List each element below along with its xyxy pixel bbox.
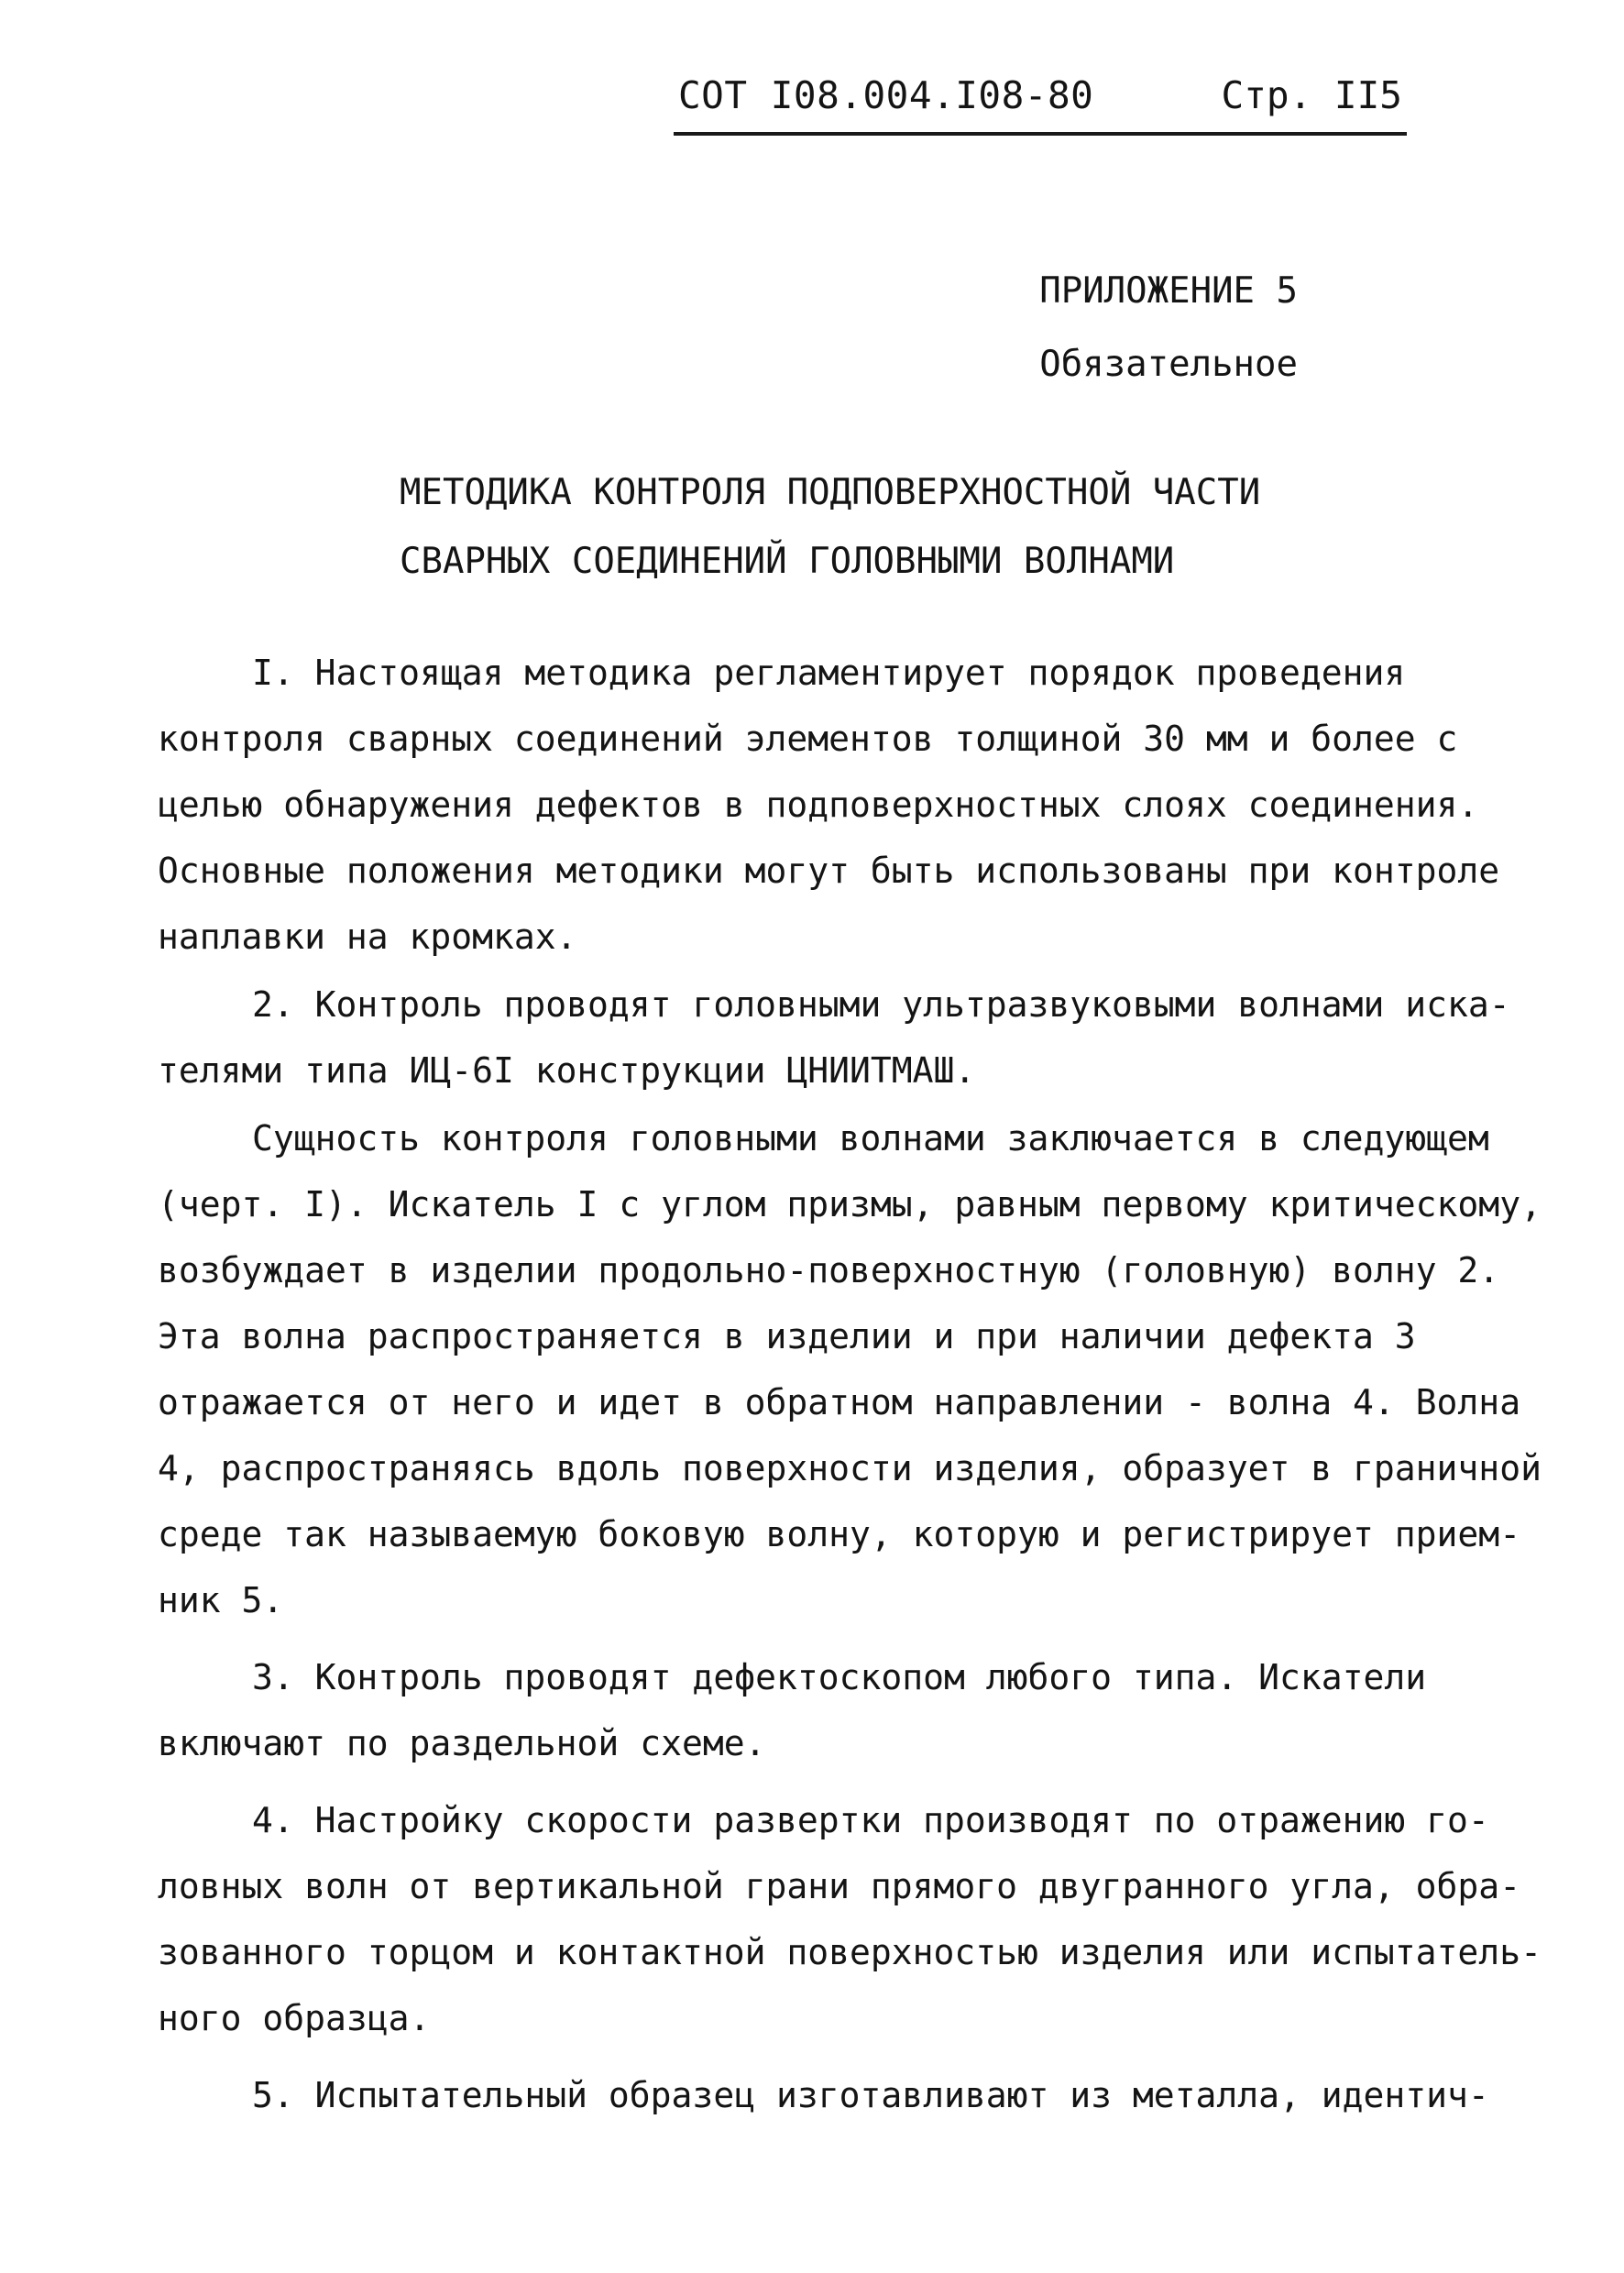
- text-line: отражается от него и идет в обратном направлении - волна 4. Волна: [158, 1382, 1521, 1422]
- paragraph-4: [158, 1644, 1487, 1776]
- paragraph-1: [158, 640, 1500, 970]
- text-line: (черт. I). Искатель I с углом призмы, равным первому критическому,: [158, 1184, 1542, 1224]
- appendix-block: [1039, 255, 1298, 401]
- text-line: 4. Настройку скорости развертки производят по отражению го-: [252, 1800, 1489, 1840]
- text-line: включают по раздельной схеме.: [158, 1723, 766, 1763]
- document-title: [400, 458, 1260, 596]
- text-line: Основные положения методики могут быть использованы при контроле: [158, 851, 1500, 891]
- document-code: СОТ I08.004.I08-80: [678, 73, 1094, 117]
- page-number: Стр. II5: [1221, 73, 1402, 117]
- text-line: 4, распространяясь вдоль поверхности изделия, образует в граничной: [158, 1448, 1542, 1488]
- paragraph-5: [158, 1787, 1542, 2051]
- text-line: телями типа ИЦ-6I конструкции ЦНИИТМАШ.: [158, 1050, 976, 1091]
- text-line: Эта волна распространяется в изделии и при наличии дефекта 3: [158, 1316, 1416, 1356]
- paragraph-3: [158, 1105, 1542, 1633]
- text-line: наплавки на кромках.: [158, 917, 577, 957]
- appendix-status: Обязательное: [1039, 344, 1298, 385]
- header-underline: [674, 132, 1407, 136]
- text-line: 3. Контроль проводят дефектоскопом любого типа. Искатели: [252, 1657, 1427, 1697]
- text-line: контроля сварных соединений элементов толщиной 30 мм и более с: [158, 719, 1458, 759]
- appendix-label: ПРИЛОЖЕНИЕ 5: [1039, 270, 1298, 312]
- text-line: возбуждает в изделии продольно-поверхностную (головную) волну 2.: [158, 1250, 1500, 1290]
- text-line: I. Настоящая методика регламентирует порядок проведения: [252, 653, 1406, 693]
- page-header: [674, 73, 1411, 137]
- text-line: 5. Испытательный образец изготавливают из металла, идентич-: [252, 2075, 1489, 2115]
- text-line: среде так называемую боковую волну, которую и регистрирует прием-: [158, 1514, 1521, 1554]
- text-line: ник 5.: [158, 1580, 284, 1620]
- body-text: [158, 640, 1542, 2128]
- text-line: Сущность контроля головными волнами заключается в следующем: [252, 1118, 1489, 1158]
- text-line: ловных волн от вертикальной грани прямого двугранного угла, обра-: [158, 1866, 1521, 1906]
- text-line: зованного торцом и контактной поверхностью изделия или испытатель-: [158, 1932, 1542, 1972]
- title-line-1: МЕТОДИКА КОНТРОЛЯ ПОДПОВЕРХНОСТНОЙ ЧАСТИ: [400, 472, 1261, 513]
- paragraph-2: [158, 972, 1510, 1104]
- text-line: ного образца.: [158, 1998, 431, 2038]
- paragraph-6: [158, 2062, 1487, 2128]
- text-line: 2. Контроль проводят головными ультразвуковыми волнами иска-: [252, 984, 1510, 1025]
- title-line-2: СВАРНЫХ СОЕДИНЕНИЙ ГОЛОВНЫМИ ВОЛНАМИ: [400, 541, 1175, 582]
- text-line: целью обнаружения дефектов в подповерхностных слоях соединения.: [158, 785, 1479, 825]
